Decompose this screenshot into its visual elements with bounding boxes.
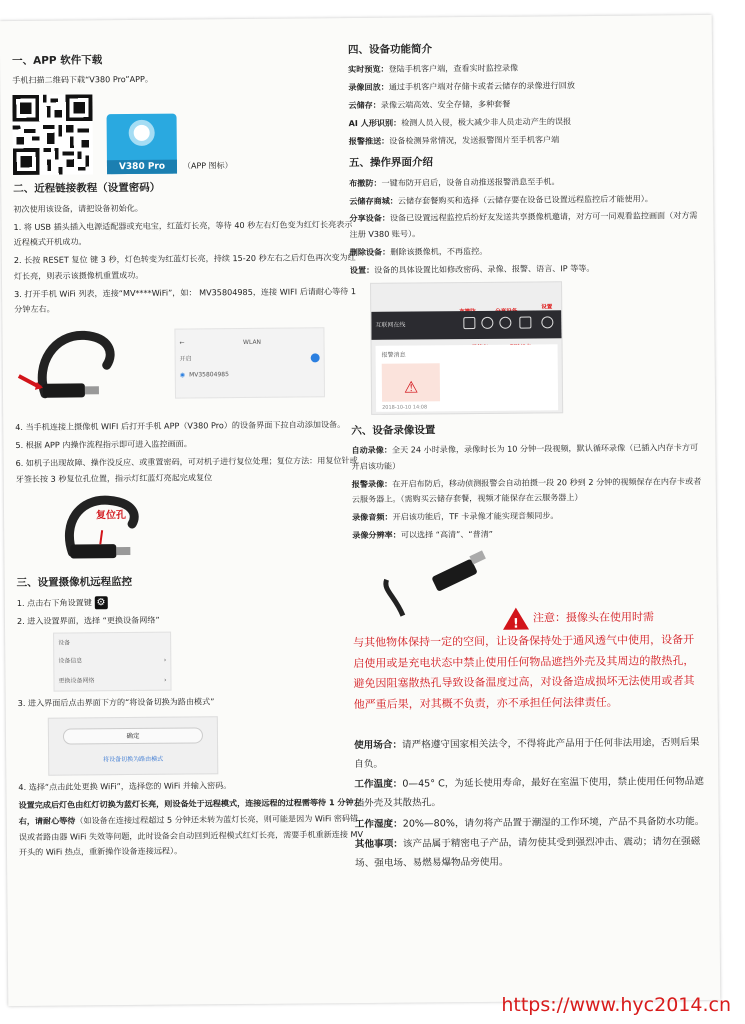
confirm-button: 确定: [63, 728, 203, 745]
menu-item-device-info: 设备信息: [58, 657, 83, 665]
section-2-step-4: 4. 当手机连接上摄像机 WIFI 后打开手机 APP（V380 Pro）的设备界面下拉自动添加设备。: [15, 419, 346, 433]
label-settings: 设置: [541, 303, 553, 310]
app-interface-screenshot: [370, 281, 563, 415]
section-1-title: 一、APP 软件下载: [12, 54, 103, 68]
trash-icon: [519, 316, 531, 328]
section-2-step-1: 1. 将 USB 插头插入电源适配器或充电宝，红蓝灯长亮，等待 40 秒左右灯色变为红灯长亮表示近程模式开机成功。: [13, 218, 353, 248]
usage-item: 其他事项：该产品属于精密电子产品，请勿使其受到强烈冲击、震动；请勿在强磁场、强电场、易燃易爆物品旁使用。: [354, 836, 701, 870]
wifi-icon: ◉: [179, 371, 186, 379]
section-3-step-4: 4. 选择“点击此处更换 WiFi”，选择您的 WiFi 并输入密码。: [18, 780, 232, 793]
warning-lead: 注意：摄像头在使用时需: [532, 610, 654, 625]
chevron-right-icon: ›: [164, 676, 167, 684]
section-2-title: 二、近程链接教程（设置密码）: [13, 181, 161, 196]
section-3-note: 设置完成后灯色由红灯切换为蓝灯长亮，则设备处于远程模式，连接远程的过程需等待 1 分钟左右，请耐心等待（如设备在连接过程超过 5 分钟还未转为蓝灯长亮，则可能是因为 WiFi 密码错误或者路由器 WiFi 失效等问题，此时设备会自动回到近程模式红灯长亮，需要手机重新连接 MV 开头的 WiFi 热点，重新操作设备连接远程）。: [18, 796, 364, 858]
wlan-screenshot: [174, 327, 325, 398]
s4-item: 实时预览：登陆手机客户端，查看实时监控录像: [348, 63, 519, 75]
alarm-time: 2018-10-10 14:08: [382, 403, 428, 411]
section-2-step-3: 3. 打开手机 WiFi 列表，连接“MV****WiFi”，如： MV35804985，连接 WIFI 后请耐心等待 1 分钟左右。: [14, 285, 356, 315]
section-5-title: 五、操作界面介绍: [348, 156, 434, 170]
reset-hole-label: 复位孔: [95, 510, 127, 522]
download-row: [12, 90, 358, 175]
usage-notes: [354, 734, 705, 874]
camera-cable-icon: [14, 323, 155, 404]
s5-item: 分享设备：设备已设置远程监控后纷好友发送共享摄像机邀请，对方可一同观看监控画面（对方需注册 V380 账号）。: [349, 210, 698, 240]
manual-sheet: [0, 15, 720, 1006]
s4-item: 录像回放：通过手机客户端对存储卡或者云储存的录像进行回放: [348, 80, 575, 93]
section-4-title: 四、设备功能简介: [347, 43, 433, 57]
s5-item: 删除设备：删除该摄像机，不再监控。: [349, 245, 488, 258]
section-3-step-2: 2. 进入设置界面，选择 “更换设备网络”: [16, 614, 160, 626]
reset-figure: [16, 490, 362, 567]
section-2-step-2: 2. 长按 RESET 复位 键 3 秒，灯色转变为红蓝灯长亮，持续 15-20 秒左右之后灯色再次变为红灯长亮，则表示该摄像机重置成功。: [13, 252, 356, 281]
section-2-step-6: 6. 如机子出现故障、操作没反应、或重置密码，可对机子进行复位处理；复位方法：用复位针或牙签长按 3 秒复位孔位置，指示灯红蓝灯亮起完成复位: [15, 454, 358, 484]
watermark-url: https://www.hyc2014.cn: [501, 994, 731, 1016]
alarm-icon: ⚠: [403, 377, 419, 397]
settings-menu-screenshot: [53, 632, 172, 692]
usage-item: 工作温度：0—45° C，为延长使用寿命，最好在室温下使用，禁止使用任何物品遮挡外壳及其散热孔。: [354, 776, 704, 810]
s6-item: 报警录像：在开启布防后，移动侦测报警会自动拍摄一段 20 秒到 2 分钟的视频保存在内存卡或者云服务器上。（需购买云储存套餐，视频才能保存在云服务器上）: [351, 475, 702, 505]
warning-icon: !: [503, 608, 529, 630]
usage-item: 工作湿度：20%—80%，请勿将产品置于潮湿的工作环境，产品不具备防水功能。: [354, 815, 705, 830]
s5-item: 设置：设备的具体设置比如修改密码、录像、报警、语言、IP 等等。: [349, 262, 595, 275]
alarm-message-label: 报警消息: [381, 351, 406, 359]
right-column: [348, 33, 705, 876]
wlan-title: WLAN: [243, 339, 262, 347]
s5-item: 云储存商城：云储存套餐购买和选择（云储存要在设备已设置远程监控后才能使用）。: [349, 193, 653, 206]
alarm-card: [376, 344, 559, 412]
usage-item: 使用场合：请严格遵守国家相关法令，不得将此产品用于任何非法用途，否则后果自负。: [354, 736, 700, 770]
left-column: [12, 44, 364, 863]
camera-icon: [129, 120, 155, 146]
back-arrow-icon: ←: [179, 339, 185, 347]
section-2-intro: 初次使用该设备，请把设备初始化。: [13, 202, 143, 214]
alarm-thumbnail: [382, 363, 440, 402]
section-2-step-5: 5. 根据 APP 内操作流程指示即可进入监控画面。: [15, 438, 192, 450]
section-6-title: 六、设备录像设置: [351, 423, 436, 437]
camera-reset-icon: [52, 492, 173, 563]
s4-item: 云储存：录像云端高效、安全存储，多种套餐: [348, 98, 511, 111]
section-3-title: 三、设置摄像机远程监控: [16, 576, 133, 590]
gear-icon: [541, 316, 553, 328]
shield-icon: [463, 317, 475, 329]
online-status: 互联网在线: [375, 321, 406, 329]
usb-camera-photo-icon: [372, 549, 493, 630]
app-icon-name: V380 Pro: [107, 160, 177, 175]
s5-item: 布撤防：一键布防开启后，设备自动推送报警消息至手机。: [349, 176, 560, 188]
s4-item: AI 人形识别：检测人员入侵，极大减少非人员走动产生的误报: [348, 115, 572, 128]
wlan-ssid: MV35804985: [189, 370, 229, 379]
router-mode-screenshot: [48, 716, 218, 775]
section-3-step-3: 3. 进入界面后点击界面下方的“将设备切换为路由模式”: [17, 696, 215, 709]
gear-icon: ⚙: [94, 596, 107, 609]
qr-code-icon: [12, 95, 93, 176]
wlan-on-label: 开启: [179, 355, 192, 363]
section-3-step-1: 1. 点击右下角设置键 ⚙: [17, 593, 362, 612]
wlan-toggle: [311, 354, 320, 363]
s4-item: 报警推送：设备检测异常情况，发送报警图片至手机客户端: [348, 133, 560, 146]
cloud-icon: [481, 316, 493, 328]
camera-wifi-figure: [14, 321, 360, 414]
chevron-right-icon: ›: [163, 656, 167, 664]
switch-router-link: 将设备切换为路由模式: [103, 755, 164, 764]
s6-item: 自动录像：全天 24 小时录像，录像时长为 10 分钟一段视频，默认循环录像（已插入内存卡方可开启该功能）: [351, 442, 699, 471]
s6-item: 录像分辨率：可以选择 “高清”、“普清”: [352, 528, 494, 540]
app-icon: [107, 114, 178, 175]
menu-head: 设备: [58, 639, 71, 647]
warning-body: 与其他物体保持一定的空间，让设备保持处于通风透气中使用，设备开启使用或是充电状态中禁止使用任何物品遮挡外壳及其周边的散热孔，避免因阻塞散热孔导致设备温度过高，对设备造成损坏无法使用或者其他严重后果，对其概不负责，亦不承担任何法律责任。: [353, 633, 695, 711]
menu-item-change-network: 更换设备网络: [58, 677, 95, 685]
s6-item: 录像音频：开启该功能后，TF 卡录像才能实现音频同步。: [352, 510, 559, 523]
app-icon-caption: （APP 图标）: [182, 160, 233, 171]
section-1-text: 手机扫描二维码下载“V380 Pro”APP。: [12, 74, 154, 86]
share-icon: [499, 316, 511, 328]
